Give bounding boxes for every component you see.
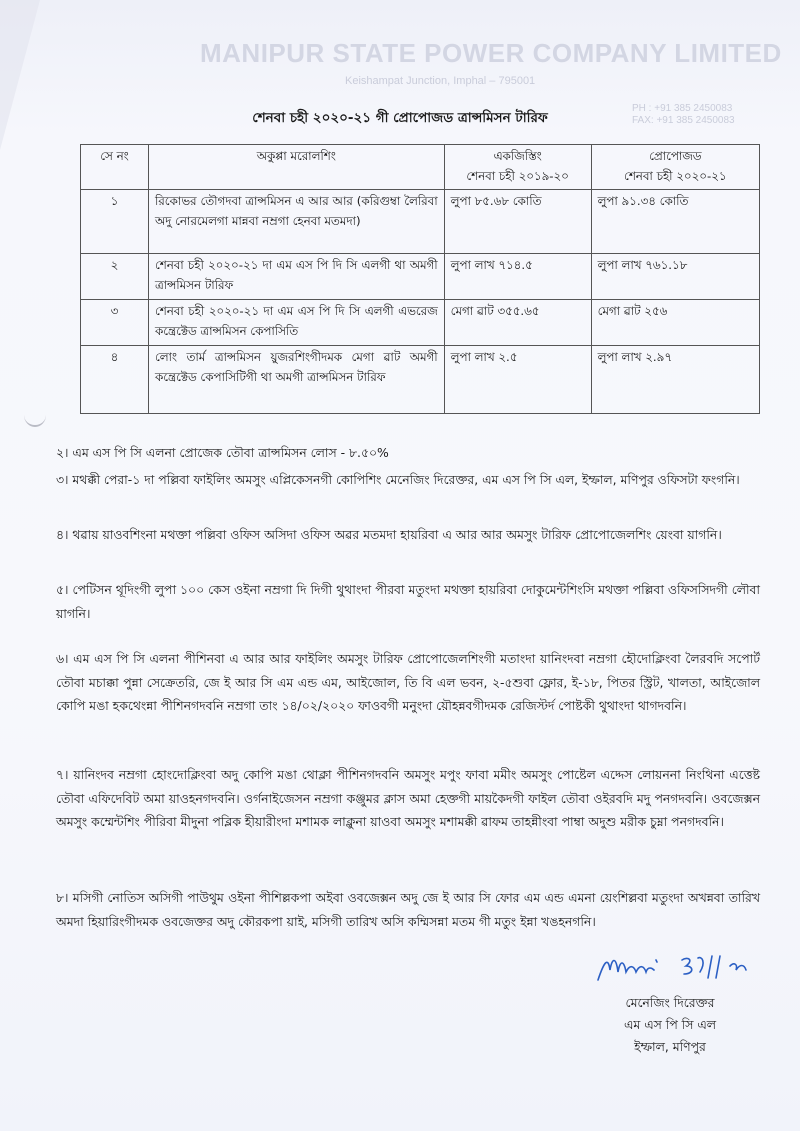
punch-hole-mark — [24, 403, 46, 427]
cell-proposed: লুপা ৯১.৩৪ কোতি — [591, 190, 759, 254]
cell-particulars: রিকোভর তৌগদবা ত্রান্সমিসন এ আর আর (করিগুম্বা লৈরিবা অদু নোরমেলগা মান্নবা নম্রগা হেনবা মতমদা) — [148, 190, 444, 254]
table-header-row — [81, 145, 760, 190]
cell-particulars: শেনবা চহী ২০২০-২১ দা এম এস পি দি সি এলগী এভরেজ কন্ত্রেক্টেড ত্রান্সমিসন কেপাসিতি — [148, 300, 444, 346]
header-existing-line1: একজিস্তিং — [493, 149, 542, 163]
header-proposed-line1: প্রোপোজড — [649, 149, 702, 163]
header-existing-line2: শেনবা চহী ২০১৯-২০ — [466, 169, 569, 183]
bleed-through-letterhead: MANIPUR STATE POWER COMPANY LIMITED — [200, 38, 782, 68]
table-row — [81, 346, 760, 414]
table-row — [81, 254, 760, 300]
signatory-place: ইম্ফাল, মণিপুর — [634, 1039, 706, 1054]
document-title: শেনবা চহী ২০২০-২১ গী প্রোপোজড ত্রান্সমিসন টারিফ — [252, 110, 548, 126]
table-row — [81, 300, 760, 346]
cell-sl: ১ — [81, 190, 149, 254]
tariff-table — [80, 144, 760, 414]
table-row — [81, 190, 760, 254]
signatory-details — [560, 992, 780, 1058]
cell-existing: লুপা লাখ ২.৫ — [444, 346, 591, 414]
cell-proposed: লুপা লাখ ২.৯৭ — [591, 346, 759, 414]
header-proposed — [591, 145, 759, 190]
paragraph-4-inspection: ৪। থৱায় য়াওবশিংনা মথক্তা পল্লিবা ওফিস অসিদা ওফিস অৱর মতমদা হায়রিবা এ আর আর অমসুং টারিফ প্রোপোজেলশিং য়েংবা য়াগনি। — [56, 527, 722, 542]
header-sl-no: সে নং — [81, 145, 149, 190]
paragraph-2-transmission-loss: ২। এম এস পি সি এলনা প্রোজেক তৌবা ত্রান্সমিসন লোস - ৮.৫০% — [56, 445, 389, 460]
handwritten-signature — [590, 950, 770, 986]
signatory-designation: মেনেজিং দিরেক্তর — [625, 995, 715, 1010]
paragraph-5-documents-fee: ৫। পেটিসন থূদিংগী লুপা ১০০ কেস ওইনা নম্রগা দি দিগী থুথাংদা পীরবা মতুংদা মথক্তা হায়রিবা দোকুমেন্টশিংসি মথক্তা পল্লিবা ওফিসসিদগী লৌবা য়াগনি। — [56, 582, 760, 621]
bleed-through-address: Keishampat Junction, Imphal – 795001 — [345, 75, 536, 87]
cell-particulars: লোং তার্ম ত্রান্সমিসন য়ুজরশিংগীদমক মেগা ৱাট অমগী কন্ত্রেক্টেড কেপাসিটিগী থা অমগী ত্রান্সমিসন টারিফ — [148, 346, 444, 414]
cell-proposed: লুপা লাখ ৭৬১.১৮ — [591, 254, 759, 300]
header-particulars: অকুপ্পা মরোলশিং — [148, 145, 444, 190]
paragraph-7-affidavit: ৭। য়ানিংদব নম্রগা হোংদোক্লিংবা অদু কোপি মঙা থোক্লা পীশিনগদবনি অমসুং মপুং ফাবা মমীং অমসুং পোষ্টেল এদ্দেস লোয়ননা নিংথিনা এত্তেষ্ট তৌবা এফিদেবিট অমা য়াওহনগদবনি। ওর্গনাইজেসন নম্রগা কঞ্জুমর ক্লাস অমা হেক্তগী মায়কৈদগী ফাইল তৌবা ওইরবদি মদু পনগদবনি। ওবজেক্সন অমসুং কম্মেন্টশিং পীরিবা মীদুনা পব্লিক হীয়ারীংদা মশামক লাক্লুনা য়াওবা অমসুং মশামক্কী ৱাফম তাহন্নীংবা পাম্বা অদুশু মরীক চুম্না পনগদবনি। — [56, 767, 760, 829]
cell-existing: লুপা লাখ ৭১৪.৫ — [444, 254, 591, 300]
header-existing — [444, 145, 591, 190]
cell-sl: ২ — [81, 254, 149, 300]
paragraph-3-copies-availability: ৩। মথক্কী পেরা-১ দা পল্লিবা ফাইলিং অমসুং এপ্লিকেসনগী কোপিশিং মেনেজিং দিরেক্তর, এম এস পি সি এল, ইম্ফাল, মণিপুর ওফিসটা ফংগনি। — [56, 472, 740, 487]
cell-existing: মেগা ৱাট ৩৫৫.৬৫ — [444, 300, 591, 346]
cell-particulars: শেনবা চহী ২০২০-২১ দা এম এস পি দি সি এলগী থা অমগী ত্রান্সমিসন টারিফ — [148, 254, 444, 300]
bleed-through-phone: PH : +91 385 2450083 — [632, 103, 733, 114]
bleed-through-fax: FAX: +91 385 2450083 — [632, 115, 735, 126]
paragraph-6-objections-address: ৬। এম এস পি সি এলনা পীশিনবা এ আর আর ফাইলিং অমসুং টারিফ প্রোপোজেলশিংগী মতাংদা য়ানিংদবা নম্রগা হৌদোক্লিংবা লৈরবদি সপোর্ট তৌবা মচাক্কা পুন্না সেক্রেতরি, জে ই আর সি এম এন্ড এম, আইজোল, তি বি এল ভবন, ২-৫শুবা ফ্লোর, ই-১৮, পিতর স্ট্রিট, খালতা, আইজোল কোপি মঙা হকথেংন্না পীশিনগদবনি নম্রগা তাং ১৪/০২/২০২০ ফাওবগী মনুংদা য়ৌহন্নবগীদমক রেজিস্টর্দ পোষ্টকী থুথাংদা থাগদবনি। — [56, 651, 760, 713]
cell-proposed: মেগা ৱাট ২৫৬ — [591, 300, 759, 346]
header-proposed-line2: শেনবা চহী ২০২০-২১ — [624, 169, 727, 183]
cell-sl: ৩ — [81, 300, 149, 346]
cell-existing: লুপা ৮৫.৬৮ কোতি — [444, 190, 591, 254]
paragraph-8-hearing: ৮। মসিগী নোতিস অসিগী পাউথুম ওইনা পীশিল্লকপা অইবা ওবজেক্সন অদু জে ই আর সি ফোর এম এন্ড এমনা য়েংশিল্লবা মতুংদা অখন্নবা তারিখ অমদা হিয়ারিংগীদমক ওবজেক্তর অদু কৌরকপা য়াই, মসিগী তারিখ অসি কম্মিসন্না মতম গী মতুং ইন্না খঙহনগনি। — [56, 890, 760, 929]
signatory-organization: এম এস পি সি এল — [623, 1017, 716, 1032]
cell-sl: ৪ — [81, 346, 149, 414]
